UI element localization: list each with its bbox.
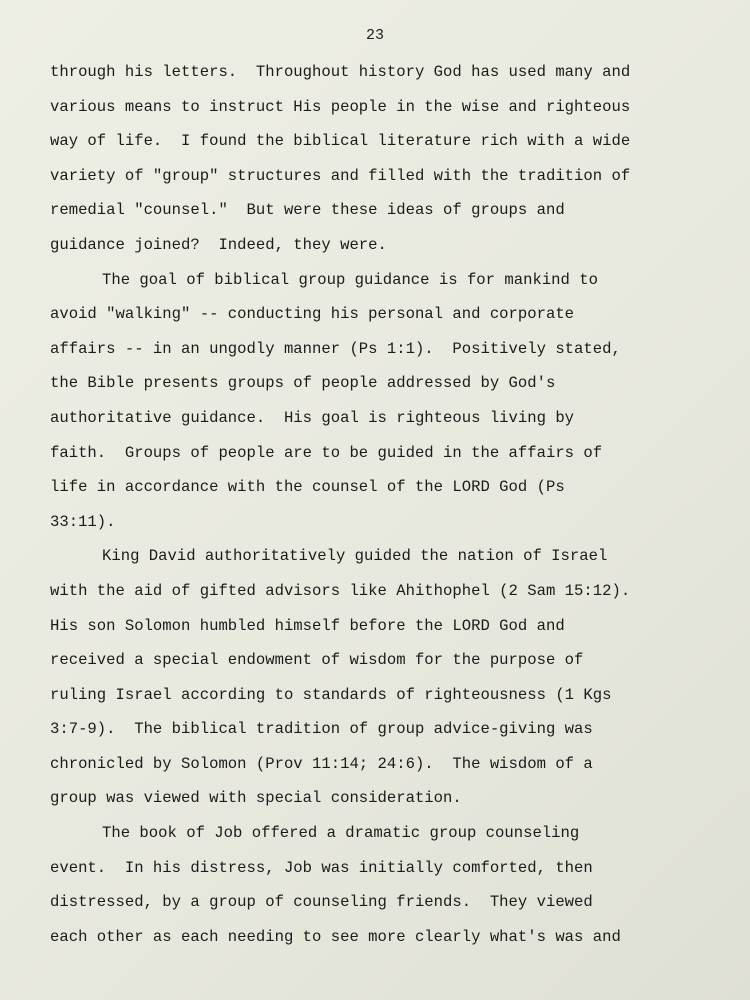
text-line: guidance joined? Indeed, they were. [50, 235, 387, 254]
text-line: the Bible presents groups of people addressed by God's [50, 374, 556, 393]
text-line: affairs -- in an ungodly manner (Ps 1:1). Positively stated, [50, 339, 621, 358]
text-line: 3:7-9). The biblical tradition of group advice-giving was [50, 720, 593, 739]
text-line: chronicled by Solomon (Prov 11:14; 24:6). The wisdom of a [50, 754, 593, 773]
text-line: faith. Groups of people are to be guided in the affairs of [50, 443, 603, 462]
paragraph-first-line: The goal of biblical group guidance is for mankind to [102, 270, 598, 289]
text-line: authoritative guidance. His goal is righteous living by [50, 408, 575, 427]
text-line: life in accordance with the counsel of the LORD God (Ps [50, 478, 565, 497]
page-number: 23 [365, 27, 384, 44]
text-line: group was viewed with special consideration. [50, 789, 462, 808]
text-line: each other as each needing to see more clearly what's was and [50, 927, 621, 946]
text-line: distressed, by a group of counseling friends. They viewed [50, 893, 593, 912]
text-line: His son Solomon humbled himself before the LORD God and [50, 616, 565, 635]
text-line: various means to instruct His people in the wise and righteous [50, 97, 631, 116]
paragraph-first-line: The book of Job offered a dramatic group counseling [102, 824, 580, 843]
text-line: 33:11). [50, 512, 116, 531]
text-line: way of life. I found the biblical literature rich with a wide [50, 132, 631, 151]
text-line: with the aid of gifted advisors like Ahithophel (2 Sam 15:12). [50, 581, 631, 600]
text-line: remedial "counsel." But were these ideas of groups and [50, 201, 565, 220]
text-line: through his letters. Throughout history God has used many and [50, 63, 631, 81]
body-text [50, 55, 730, 954]
text-line: event. In his distress, Job was initially comforted, then [50, 858, 593, 877]
text-line: variety of "group" structures and filled with the tradition of [50, 166, 631, 185]
text-line: avoid "walking" -- conducting his personal and corporate [50, 305, 575, 324]
paragraph-first-line: King David authoritatively guided the nation of Israel [102, 547, 608, 566]
text-line: received a special endowment of wisdom for the purpose of [50, 651, 584, 670]
text-line: ruling Israel according to standards of righteousness (1 Kgs [50, 685, 612, 704]
